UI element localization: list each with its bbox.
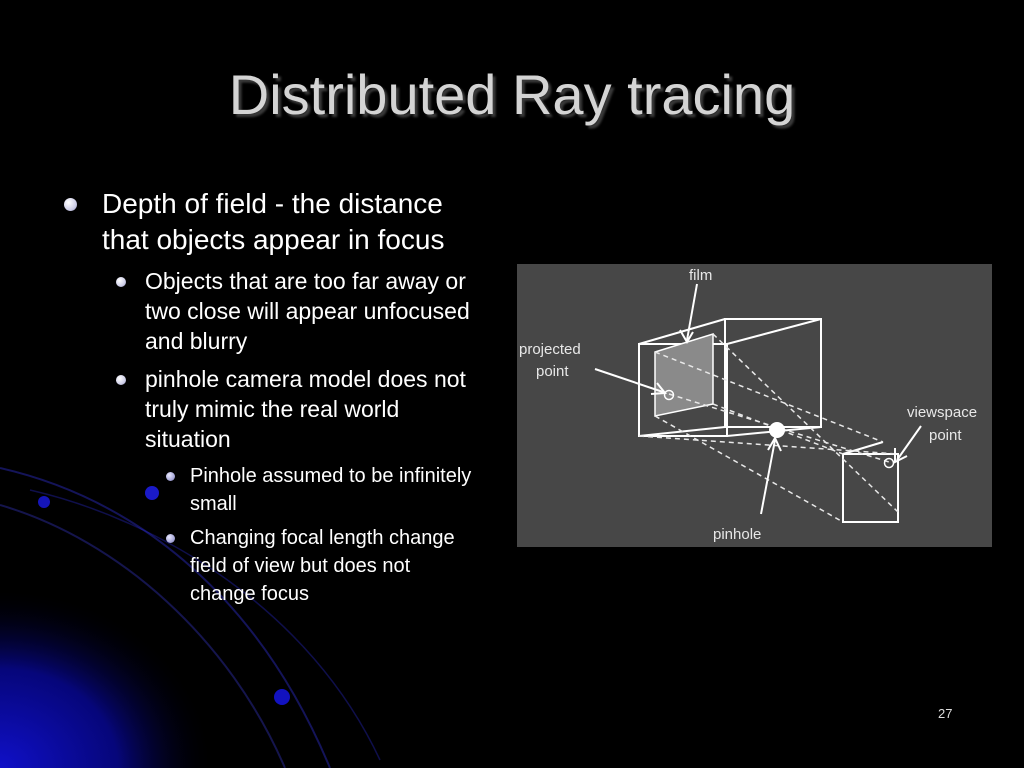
projected-point-label: point xyxy=(536,363,569,380)
pinhole-label: pinhole xyxy=(713,526,762,543)
bullet-dot-icon xyxy=(116,277,126,287)
slide-title: Distributed Ray tracing xyxy=(228,63,796,126)
bullet-level-3 xyxy=(60,462,480,518)
pinhole-marker xyxy=(769,422,785,438)
projected-point-label: projected xyxy=(519,341,581,358)
bullet-dot-icon xyxy=(166,472,175,481)
bullet-level-2 xyxy=(60,364,480,454)
viewspace-point-label: viewspace xyxy=(907,404,978,421)
bullet-list xyxy=(60,186,480,614)
bullet-level-1 xyxy=(60,186,480,258)
camera-box-back xyxy=(725,319,821,427)
viewspace-point-label: point xyxy=(929,427,962,444)
film-plane xyxy=(655,334,713,416)
bullet-dot-icon xyxy=(64,198,77,211)
pinhole-camera-diagram xyxy=(517,264,992,547)
viewspace-point-marker xyxy=(885,459,894,468)
film-label: film xyxy=(689,267,713,284)
bullet-dot-icon xyxy=(166,534,175,543)
bullet-dot-icon xyxy=(116,375,126,385)
page-number: 27 xyxy=(938,706,953,721)
bullet-level-3 xyxy=(60,524,480,608)
bullet-text: Pinhole assumed to be infinitely small xyxy=(190,465,472,515)
bullet-text: Objects that are too far away or two close will appear unfocused and blurry xyxy=(145,268,470,354)
bullet-text: Depth of field - the distance that objects appear in focus xyxy=(102,188,445,255)
bullet-text: Changing focal length change field of view but does not change focus xyxy=(190,527,455,605)
bullet-text: pinhole camera model does not truly mimic the real world situation xyxy=(145,366,466,452)
bullet-level-2 xyxy=(60,266,480,356)
viewspace-box xyxy=(843,454,898,522)
